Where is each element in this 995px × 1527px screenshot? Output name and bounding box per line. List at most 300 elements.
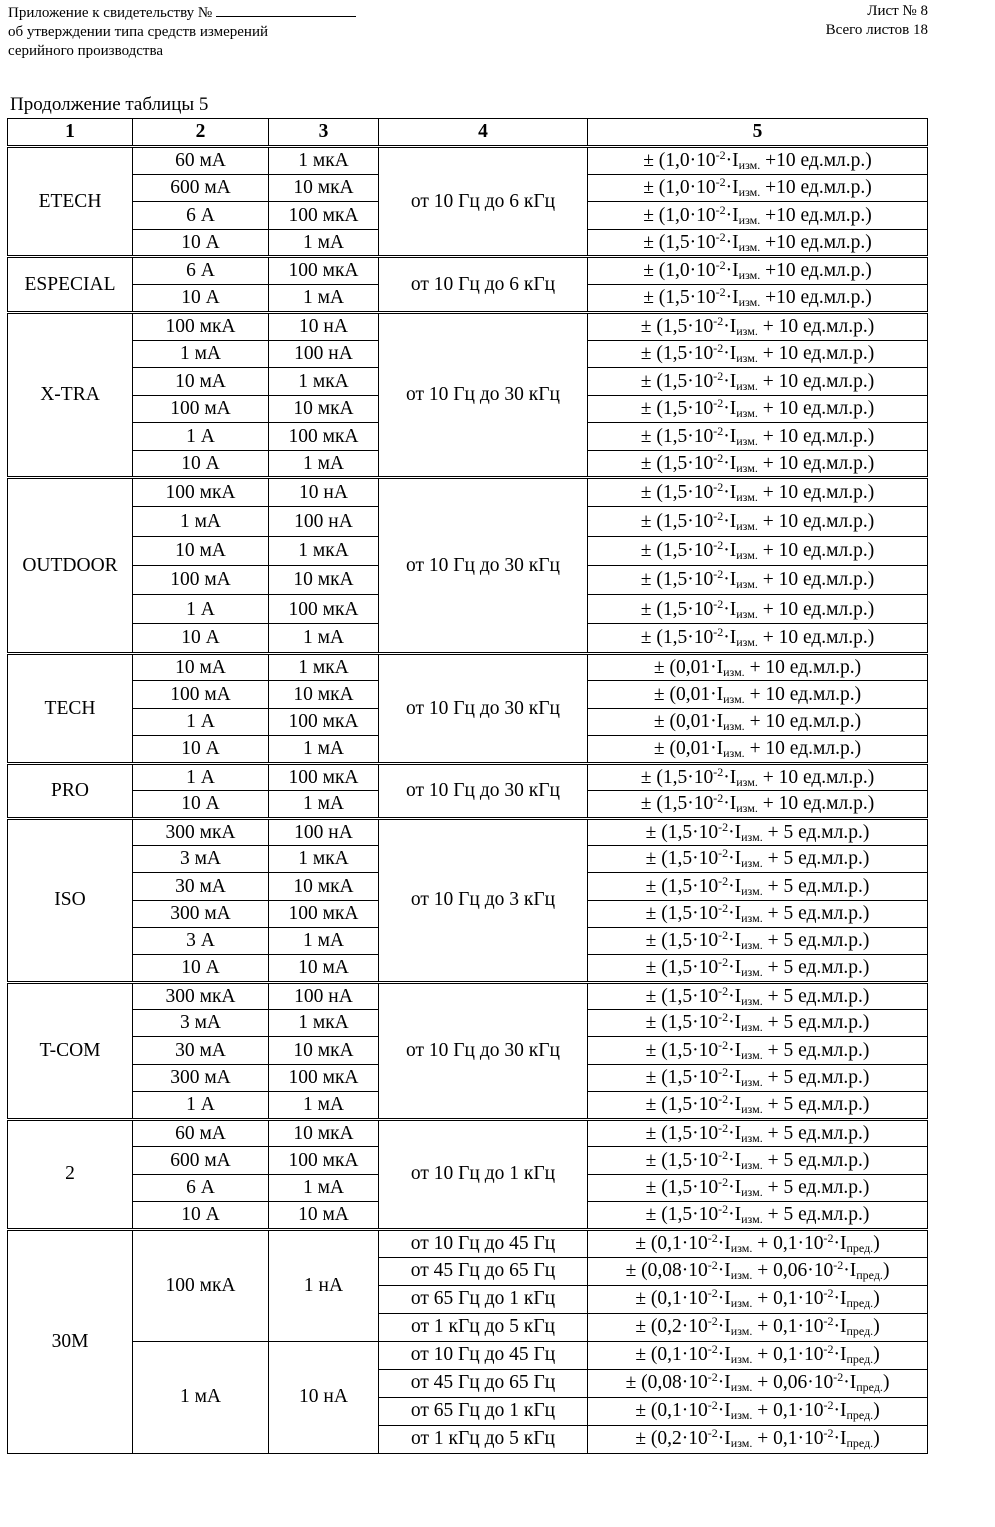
resolution: 1 мА bbox=[269, 229, 379, 257]
formula-exponent: -2 bbox=[707, 1426, 718, 1441]
table-row bbox=[8, 147, 928, 175]
formula-subscript: изм. bbox=[730, 1352, 753, 1367]
formula-text: ± (1,5·10 bbox=[640, 316, 714, 337]
formula-subscript: изм. bbox=[736, 547, 758, 562]
formula-subscript: изм. bbox=[723, 746, 745, 761]
measurement-range: 10 мА bbox=[133, 368, 269, 396]
formula-text: ·I bbox=[717, 1428, 731, 1450]
formula-text: + 10 ед.мл.р.) bbox=[757, 539, 875, 561]
formula-text: + 5 ед.мл.р.) bbox=[762, 1204, 870, 1226]
formula-subscript: изм. bbox=[730, 1380, 753, 1395]
accuracy-limit bbox=[588, 147, 928, 175]
accuracy-limit bbox=[588, 536, 928, 565]
measurement-range: 30 мА bbox=[133, 873, 269, 900]
measurement-range: 3 мА bbox=[133, 846, 269, 873]
measurement-range: 10 А bbox=[133, 229, 269, 257]
formula-text: ) bbox=[882, 1260, 890, 1282]
formula-exponent: -2 bbox=[715, 229, 726, 244]
formula-text: + 0,1·10 bbox=[752, 1428, 824, 1450]
accuracy-limit bbox=[588, 595, 928, 624]
formula-subscript: изм. bbox=[741, 856, 763, 871]
document-header-right bbox=[688, 2, 928, 40]
formula-subscript: изм. bbox=[736, 635, 758, 650]
formula-subscript: изм. bbox=[736, 518, 758, 533]
frequency-range: от 10 Гц до 30 кГц bbox=[379, 478, 588, 654]
formula-exponent: -2 bbox=[823, 1230, 834, 1245]
measurement-range: 100 мкА bbox=[133, 478, 269, 507]
formula-text: ·I bbox=[717, 1260, 731, 1282]
formula-text: ·I bbox=[723, 766, 737, 788]
formula-text: ·I bbox=[728, 1039, 742, 1061]
formula-subscript: изм. bbox=[741, 965, 763, 980]
formula-text: ·I bbox=[723, 627, 737, 649]
accuracy-formula bbox=[635, 1400, 879, 1421]
measurement-range: 10 А bbox=[133, 791, 269, 819]
instrument-model: ETECH bbox=[8, 147, 133, 257]
resolution: 100 мкА bbox=[269, 423, 379, 451]
resolution: 1 мА bbox=[269, 1174, 379, 1202]
measurement-range: 1 мА bbox=[133, 340, 269, 368]
accuracy-limit bbox=[588, 1174, 928, 1202]
formula-text: + 10 ед.мл.р.) bbox=[757, 425, 875, 447]
formula-text: ·I bbox=[723, 425, 737, 447]
measurement-range: 1 А bbox=[133, 763, 269, 791]
measurement-range: 10 А bbox=[133, 285, 269, 313]
formula-text: ·I bbox=[723, 598, 737, 620]
accuracy-formula bbox=[640, 596, 875, 621]
measurement-range: 300 мкА bbox=[133, 982, 269, 1009]
frequency-range: от 10 Гц до 30 кГц bbox=[379, 653, 588, 763]
formula-exponent: -2 bbox=[715, 175, 726, 189]
formula-text: ± (0,1·10 bbox=[635, 1232, 708, 1254]
formula-text: + 10 ед.мл.р.) bbox=[757, 343, 875, 364]
accuracy-formula bbox=[640, 423, 875, 448]
accuracy-formula bbox=[645, 1120, 870, 1145]
formula-text: + 10 ед.мл.р.) bbox=[757, 370, 875, 392]
resolution: 10 мА bbox=[269, 1202, 379, 1230]
formula-exponent: -2 bbox=[718, 1065, 729, 1080]
measurement-range: 10 мА bbox=[133, 653, 269, 681]
table-row bbox=[8, 313, 928, 341]
formula-text: + 5 ед.мл.р.) bbox=[762, 1094, 870, 1116]
formula-text: + 5 ед.мл.р.) bbox=[762, 903, 870, 925]
instrument-model: ISO bbox=[8, 818, 133, 982]
table-row bbox=[8, 1229, 928, 1257]
formula-subscript: пред. bbox=[846, 1408, 874, 1423]
accuracy-limit bbox=[588, 1257, 928, 1285]
formula-subscript: пред. bbox=[846, 1296, 874, 1311]
formula-subscript: изм. bbox=[730, 1436, 753, 1451]
formula-subscript: изм. bbox=[730, 1268, 753, 1283]
formula-subscript: пред. bbox=[846, 1352, 874, 1367]
formula-exponent: -2 bbox=[718, 983, 729, 998]
formula-text: + 0,06·10 bbox=[752, 1372, 834, 1394]
accuracy-formula bbox=[646, 957, 870, 978]
formula-exponent: -2 bbox=[713, 596, 724, 611]
measurement-range: 600 мА bbox=[133, 174, 269, 202]
formula-text: ·I bbox=[833, 1344, 847, 1366]
formula-exponent: -2 bbox=[713, 625, 724, 640]
formula-text: ·I bbox=[723, 316, 737, 337]
resolution: 1 мА bbox=[269, 450, 379, 478]
formula-text: ) bbox=[873, 1316, 880, 1338]
formula-exponent: -2 bbox=[718, 928, 729, 943]
formula-text: + 10 ед.мл.р.) bbox=[757, 452, 875, 474]
accuracy-limit bbox=[588, 257, 928, 285]
formula-subscript: изм. bbox=[741, 829, 763, 844]
accuracy-limit bbox=[588, 791, 928, 819]
formula-text: ± (0,08·10 bbox=[625, 1372, 708, 1394]
formula-text: ± (1,5·10 bbox=[645, 1094, 719, 1116]
accuracy-formula bbox=[645, 1147, 870, 1172]
accuracy-limit bbox=[588, 313, 928, 341]
resolution: 100 мкА bbox=[269, 1064, 379, 1091]
formula-text: +10 ед.мл.р.) bbox=[760, 287, 872, 309]
formula-exponent: -2 bbox=[715, 285, 726, 300]
accuracy-formula bbox=[640, 537, 875, 562]
formula-subscript: изм. bbox=[741, 1130, 763, 1145]
formula-exponent: -2 bbox=[713, 450, 724, 465]
formula-subscript: изм. bbox=[738, 158, 761, 172]
frequency-range: от 65 Гц до 1 кГц bbox=[379, 1285, 588, 1313]
formula-text: ·I bbox=[717, 1316, 731, 1338]
formula-text: ·I bbox=[717, 1344, 731, 1366]
frequency-range: от 10 Гц до 30 кГц bbox=[379, 313, 588, 478]
formula-subscript: изм. bbox=[738, 212, 761, 227]
formula-text: ± (0,08·10 bbox=[625, 1260, 708, 1282]
measurement-range: 1 мА bbox=[133, 507, 269, 536]
accuracy-limit bbox=[588, 763, 928, 791]
formula-exponent: -2 bbox=[823, 1286, 834, 1301]
formula-text: ·I bbox=[723, 398, 737, 419]
accuracy-formula bbox=[646, 1067, 870, 1088]
formula-text: ) bbox=[873, 1344, 880, 1366]
accuracy-formula bbox=[641, 627, 874, 648]
formula-subscript: изм. bbox=[738, 239, 761, 254]
measurement-range: 3 мА bbox=[133, 1009, 269, 1036]
accuracy-formula bbox=[640, 508, 875, 533]
accuracy-limit bbox=[588, 1425, 928, 1453]
formula-exponent: -2 bbox=[718, 1175, 729, 1190]
formula-text: ·I bbox=[725, 177, 739, 198]
formula-text: + 5 ед.мл.р.) bbox=[762, 1177, 870, 1199]
formula-text: ·I bbox=[728, 1122, 742, 1144]
formula-text: ) bbox=[873, 1428, 880, 1450]
formula-subscript: изм. bbox=[741, 883, 763, 898]
formula-text: ·I bbox=[717, 1232, 731, 1254]
resolution: 100 мкА bbox=[269, 595, 379, 624]
formula-text: ± (1,5·10 bbox=[645, 930, 719, 952]
accuracy-limit bbox=[588, 1229, 928, 1257]
accuracy-limit bbox=[588, 624, 928, 653]
formula-subscript: изм. bbox=[741, 938, 763, 953]
formula-text: ) bbox=[873, 1400, 880, 1422]
formula-text: ± (1,5·10 bbox=[643, 287, 716, 309]
formula-text: ·I bbox=[728, 1149, 742, 1171]
resolution: 1 мкА bbox=[269, 147, 379, 175]
resolution: 1 мА bbox=[269, 1092, 379, 1119]
formula-text: ·I bbox=[728, 957, 742, 979]
measurement-range: 1 А bbox=[133, 708, 269, 736]
accuracy-formula bbox=[646, 1204, 870, 1225]
accuracy-limit bbox=[588, 395, 928, 423]
formula-subscript: изм. bbox=[738, 268, 761, 283]
measurement-range: 600 мА bbox=[133, 1147, 269, 1175]
accuracy-formula bbox=[643, 260, 872, 281]
formula-exponent: -2 bbox=[823, 1314, 834, 1329]
accuracy-limit bbox=[588, 982, 928, 1009]
formula-subscript: изм. bbox=[738, 295, 761, 310]
formula-text: + 10 ед.мл.р.) bbox=[757, 598, 875, 620]
measurement-range: 30 мА bbox=[133, 1037, 269, 1064]
formula-subscript: изм. bbox=[730, 1240, 753, 1255]
measurement-range: 10 А bbox=[133, 955, 269, 982]
formula-text: + 5 ед.мл.р.) bbox=[762, 1067, 870, 1089]
accuracy-formula bbox=[645, 1037, 870, 1062]
accuracy-formula bbox=[641, 398, 874, 419]
formula-subscript: пред. bbox=[846, 1324, 874, 1339]
formula-text: ·I bbox=[717, 1288, 731, 1310]
resolution: 1 мкА bbox=[269, 653, 379, 681]
formula-text: ± (1,5·10 bbox=[640, 370, 714, 392]
formula-text: ·I bbox=[833, 1400, 847, 1422]
formula-text: + 0,1·10 bbox=[752, 1316, 824, 1338]
accuracy-limit bbox=[588, 708, 928, 736]
measurement-range: 3 А bbox=[133, 927, 269, 954]
formula-subscript: изм. bbox=[736, 801, 758, 816]
frequency-range: от 10 Гц до 6 кГц bbox=[379, 147, 588, 257]
formula-text: ·I bbox=[717, 1400, 731, 1422]
accuracy-formula bbox=[646, 1094, 870, 1115]
formula-subscript: изм. bbox=[741, 1075, 763, 1090]
accuracy-limit bbox=[588, 1341, 928, 1369]
accuracy-limit bbox=[588, 846, 928, 873]
frequency-range: от 10 Гц до 30 кГц bbox=[379, 982, 588, 1119]
document-header-left bbox=[8, 2, 488, 61]
resolution: 100 мкА bbox=[269, 1147, 379, 1175]
accuracy-limit bbox=[588, 1009, 928, 1036]
formula-text: ·I bbox=[728, 821, 742, 843]
accuracy-formula bbox=[643, 150, 872, 171]
accuracy-formula bbox=[641, 569, 874, 590]
accuracy-formula bbox=[643, 287, 872, 308]
formula-text: ± (1,5·10 bbox=[640, 510, 714, 532]
formula-text: ± (1,5·10 bbox=[640, 766, 714, 788]
resolution: 10 мкА bbox=[269, 395, 379, 423]
formula-exponent: -2 bbox=[707, 1258, 718, 1273]
resolution: 1 мА bbox=[269, 624, 379, 653]
frequency-range: от 1 кГц до 5 кГц bbox=[379, 1425, 588, 1453]
formula-exponent: -2 bbox=[833, 1370, 844, 1385]
table-row bbox=[8, 1341, 928, 1369]
resolution: 10 нА bbox=[269, 1341, 379, 1453]
formula-exponent: -2 bbox=[715, 202, 726, 217]
formula-text: ·I bbox=[723, 793, 737, 815]
formula-text: +10 ед.мл.р.) bbox=[760, 231, 872, 253]
resolution: 1 мА bbox=[269, 791, 379, 819]
certificate-number-blank bbox=[216, 2, 356, 17]
resolution: 10 мкА bbox=[269, 1037, 379, 1064]
formula-text: ·I bbox=[725, 204, 739, 226]
accuracy-limit bbox=[588, 1397, 928, 1425]
measurement-range: 6 А bbox=[133, 1174, 269, 1202]
formula-exponent: -2 bbox=[718, 846, 729, 861]
formula-exponent: -2 bbox=[718, 1092, 729, 1107]
resolution: 100 мкА bbox=[269, 202, 379, 230]
measurement-range: 100 мкА bbox=[133, 313, 269, 341]
formula-exponent: -2 bbox=[823, 1342, 834, 1357]
accuracy-formula bbox=[635, 1230, 880, 1255]
formula-text: ± (1,0·10 bbox=[643, 204, 716, 226]
formula-text: ·I bbox=[728, 1204, 742, 1226]
accuracy-limit bbox=[588, 565, 928, 594]
frequency-range: от 10 Гц до 1 кГц bbox=[379, 1119, 588, 1229]
formula-exponent: -2 bbox=[707, 1314, 718, 1329]
formula-text: ± (1,5·10 bbox=[645, 985, 719, 1007]
formula-text: +10 ед.мл.р.) bbox=[760, 150, 872, 171]
header-line-3: серийного производства bbox=[8, 43, 164, 59]
accuracy-limit bbox=[588, 873, 928, 900]
formula-subscript: изм. bbox=[738, 185, 761, 199]
formula-exponent: -2 bbox=[713, 479, 724, 494]
formula-text: + 0,1·10 bbox=[752, 1400, 824, 1422]
formula-text: ·I bbox=[725, 260, 739, 282]
formula-text: ·I bbox=[723, 569, 737, 591]
formula-text: ± (1,5·10 bbox=[645, 1039, 719, 1061]
accuracy-formula bbox=[635, 1316, 879, 1337]
formula-text: + 0,1·10 bbox=[752, 1232, 824, 1254]
resolution: 1 мА bbox=[269, 927, 379, 954]
formula-text: ± (0,2·10 bbox=[635, 1428, 708, 1450]
formula-text: ·I bbox=[843, 1372, 857, 1394]
formula-text: + 5 ед.мл.р.) bbox=[762, 1149, 870, 1171]
resolution: 1 мкА bbox=[269, 536, 379, 565]
measurement-range: 1 А bbox=[133, 423, 269, 451]
frequency-range: от 10 Гц до 45 Гц bbox=[379, 1341, 588, 1369]
table-row bbox=[8, 478, 928, 507]
formula-text: ·I bbox=[833, 1316, 847, 1338]
frequency-range: от 1 кГц до 5 кГц bbox=[379, 1313, 588, 1341]
accuracy-formula bbox=[641, 343, 874, 364]
table-row bbox=[8, 653, 928, 681]
formula-subscript: изм. bbox=[736, 460, 758, 475]
formula-subscript: изм. bbox=[736, 406, 758, 420]
accuracy-limit bbox=[588, 1064, 928, 1091]
accuracy-formula bbox=[635, 1344, 879, 1365]
formula-text: +10 ед.мл.р.) bbox=[760, 204, 872, 226]
measurement-range: 100 мкА bbox=[133, 1229, 269, 1341]
formula-text: ·I bbox=[723, 481, 737, 503]
formula-text: + 5 ед.мл.р.) bbox=[762, 1012, 870, 1034]
formula-subscript: изм. bbox=[736, 324, 758, 338]
formula-text: ·I bbox=[728, 875, 742, 897]
formula-text: + 10 ед.мл.р.) bbox=[757, 510, 875, 532]
resolution: 100 мкА bbox=[269, 763, 379, 791]
resolution: 10 мА bbox=[269, 955, 379, 982]
accuracy-formula bbox=[654, 738, 861, 759]
formula-text: ± (0,01·I bbox=[653, 738, 724, 760]
formula-text: + 5 ед.мл.р.) bbox=[762, 848, 870, 870]
formula-text: ± (1,0·10 bbox=[643, 150, 716, 171]
table-row bbox=[8, 257, 928, 285]
resolution: 1 нА bbox=[269, 1229, 379, 1341]
resolution: 1 мА bbox=[269, 736, 379, 764]
resolution: 100 мкА bbox=[269, 257, 379, 285]
resolution: 1 мкА bbox=[269, 368, 379, 396]
formula-text: + 5 ед.мл.р.) bbox=[762, 875, 870, 897]
instrument-model: PRO bbox=[8, 763, 133, 818]
formula-text: +10 ед.мл.р.) bbox=[760, 260, 872, 282]
formula-text: + 5 ед.мл.р.) bbox=[762, 1122, 870, 1144]
formula-subscript: изм. bbox=[736, 606, 758, 621]
formula-text: ·I bbox=[723, 370, 737, 392]
accuracy-limit bbox=[588, 229, 928, 257]
formula-text: ) bbox=[873, 1288, 880, 1310]
accuracy-formula bbox=[626, 1372, 890, 1393]
formula-text: ± (1,5·10 bbox=[645, 903, 719, 925]
accuracy-formula bbox=[635, 1428, 879, 1449]
formula-exponent: -2 bbox=[713, 764, 724, 779]
formula-text: ·I bbox=[833, 1428, 847, 1450]
accuracy-limit bbox=[588, 653, 928, 681]
resolution: 100 мкА bbox=[269, 708, 379, 736]
frequency-range: от 10 Гц до 45 Гц bbox=[379, 1229, 588, 1257]
formula-text: ·I bbox=[723, 343, 737, 364]
formula-subscript: изм. bbox=[730, 1324, 753, 1339]
accuracy-limit bbox=[588, 1313, 928, 1341]
formula-text: ·I bbox=[728, 1012, 742, 1034]
data-table bbox=[7, 118, 928, 1454]
formula-text: + 0,06·10 bbox=[752, 1260, 834, 1282]
formula-exponent: -2 bbox=[713, 396, 724, 410]
formula-exponent: -2 bbox=[707, 1286, 718, 1301]
formula-subscript: изм. bbox=[741, 993, 763, 1008]
column-header: 3 bbox=[269, 119, 379, 147]
formula-text: ·I bbox=[723, 510, 737, 532]
resolution: 10 мкА bbox=[269, 565, 379, 594]
header-line-1: Приложение к свидетельству № bbox=[8, 2, 488, 23]
formula-text: ± (0,1·10 bbox=[635, 1288, 708, 1310]
formula-text: ± (1,5·10 bbox=[640, 398, 714, 419]
accuracy-limit bbox=[588, 1147, 928, 1175]
measurement-range: 100 мА bbox=[133, 395, 269, 423]
formula-exponent: -2 bbox=[713, 537, 724, 552]
formula-text: ·I bbox=[728, 1067, 742, 1089]
formula-subscript: пред. bbox=[856, 1380, 883, 1395]
measurement-range: 6 А bbox=[133, 257, 269, 285]
formula-text: ± (1,5·10 bbox=[643, 231, 716, 253]
accuracy-limit bbox=[588, 450, 928, 478]
frequency-range: от 45 Гц до 65 Гц bbox=[379, 1257, 588, 1285]
formula-subscript: изм. bbox=[723, 691, 745, 706]
formula-text: ± (1,5·10 bbox=[640, 481, 714, 503]
column-header: 4 bbox=[379, 119, 588, 147]
accuracy-formula bbox=[640, 479, 875, 504]
accuracy-limit bbox=[588, 681, 928, 709]
formula-subscript: изм. bbox=[736, 489, 758, 504]
table-header-row bbox=[8, 119, 928, 147]
formula-exponent: -2 bbox=[707, 1342, 718, 1357]
formula-text: ± (0,2·10 bbox=[635, 1316, 708, 1338]
measurement-range: 60 мА bbox=[133, 1119, 269, 1147]
measurement-range: 10 А bbox=[133, 624, 269, 653]
frequency-range: от 65 Гц до 1 кГц bbox=[379, 1397, 588, 1425]
accuracy-limit bbox=[588, 736, 928, 764]
formula-text: ± (1,5·10 bbox=[645, 1067, 719, 1089]
header-line-2: об утверждении типа средств измерений bbox=[8, 24, 269, 40]
resolution: 10 мкА bbox=[269, 1119, 379, 1147]
formula-exponent: -2 bbox=[718, 955, 729, 970]
